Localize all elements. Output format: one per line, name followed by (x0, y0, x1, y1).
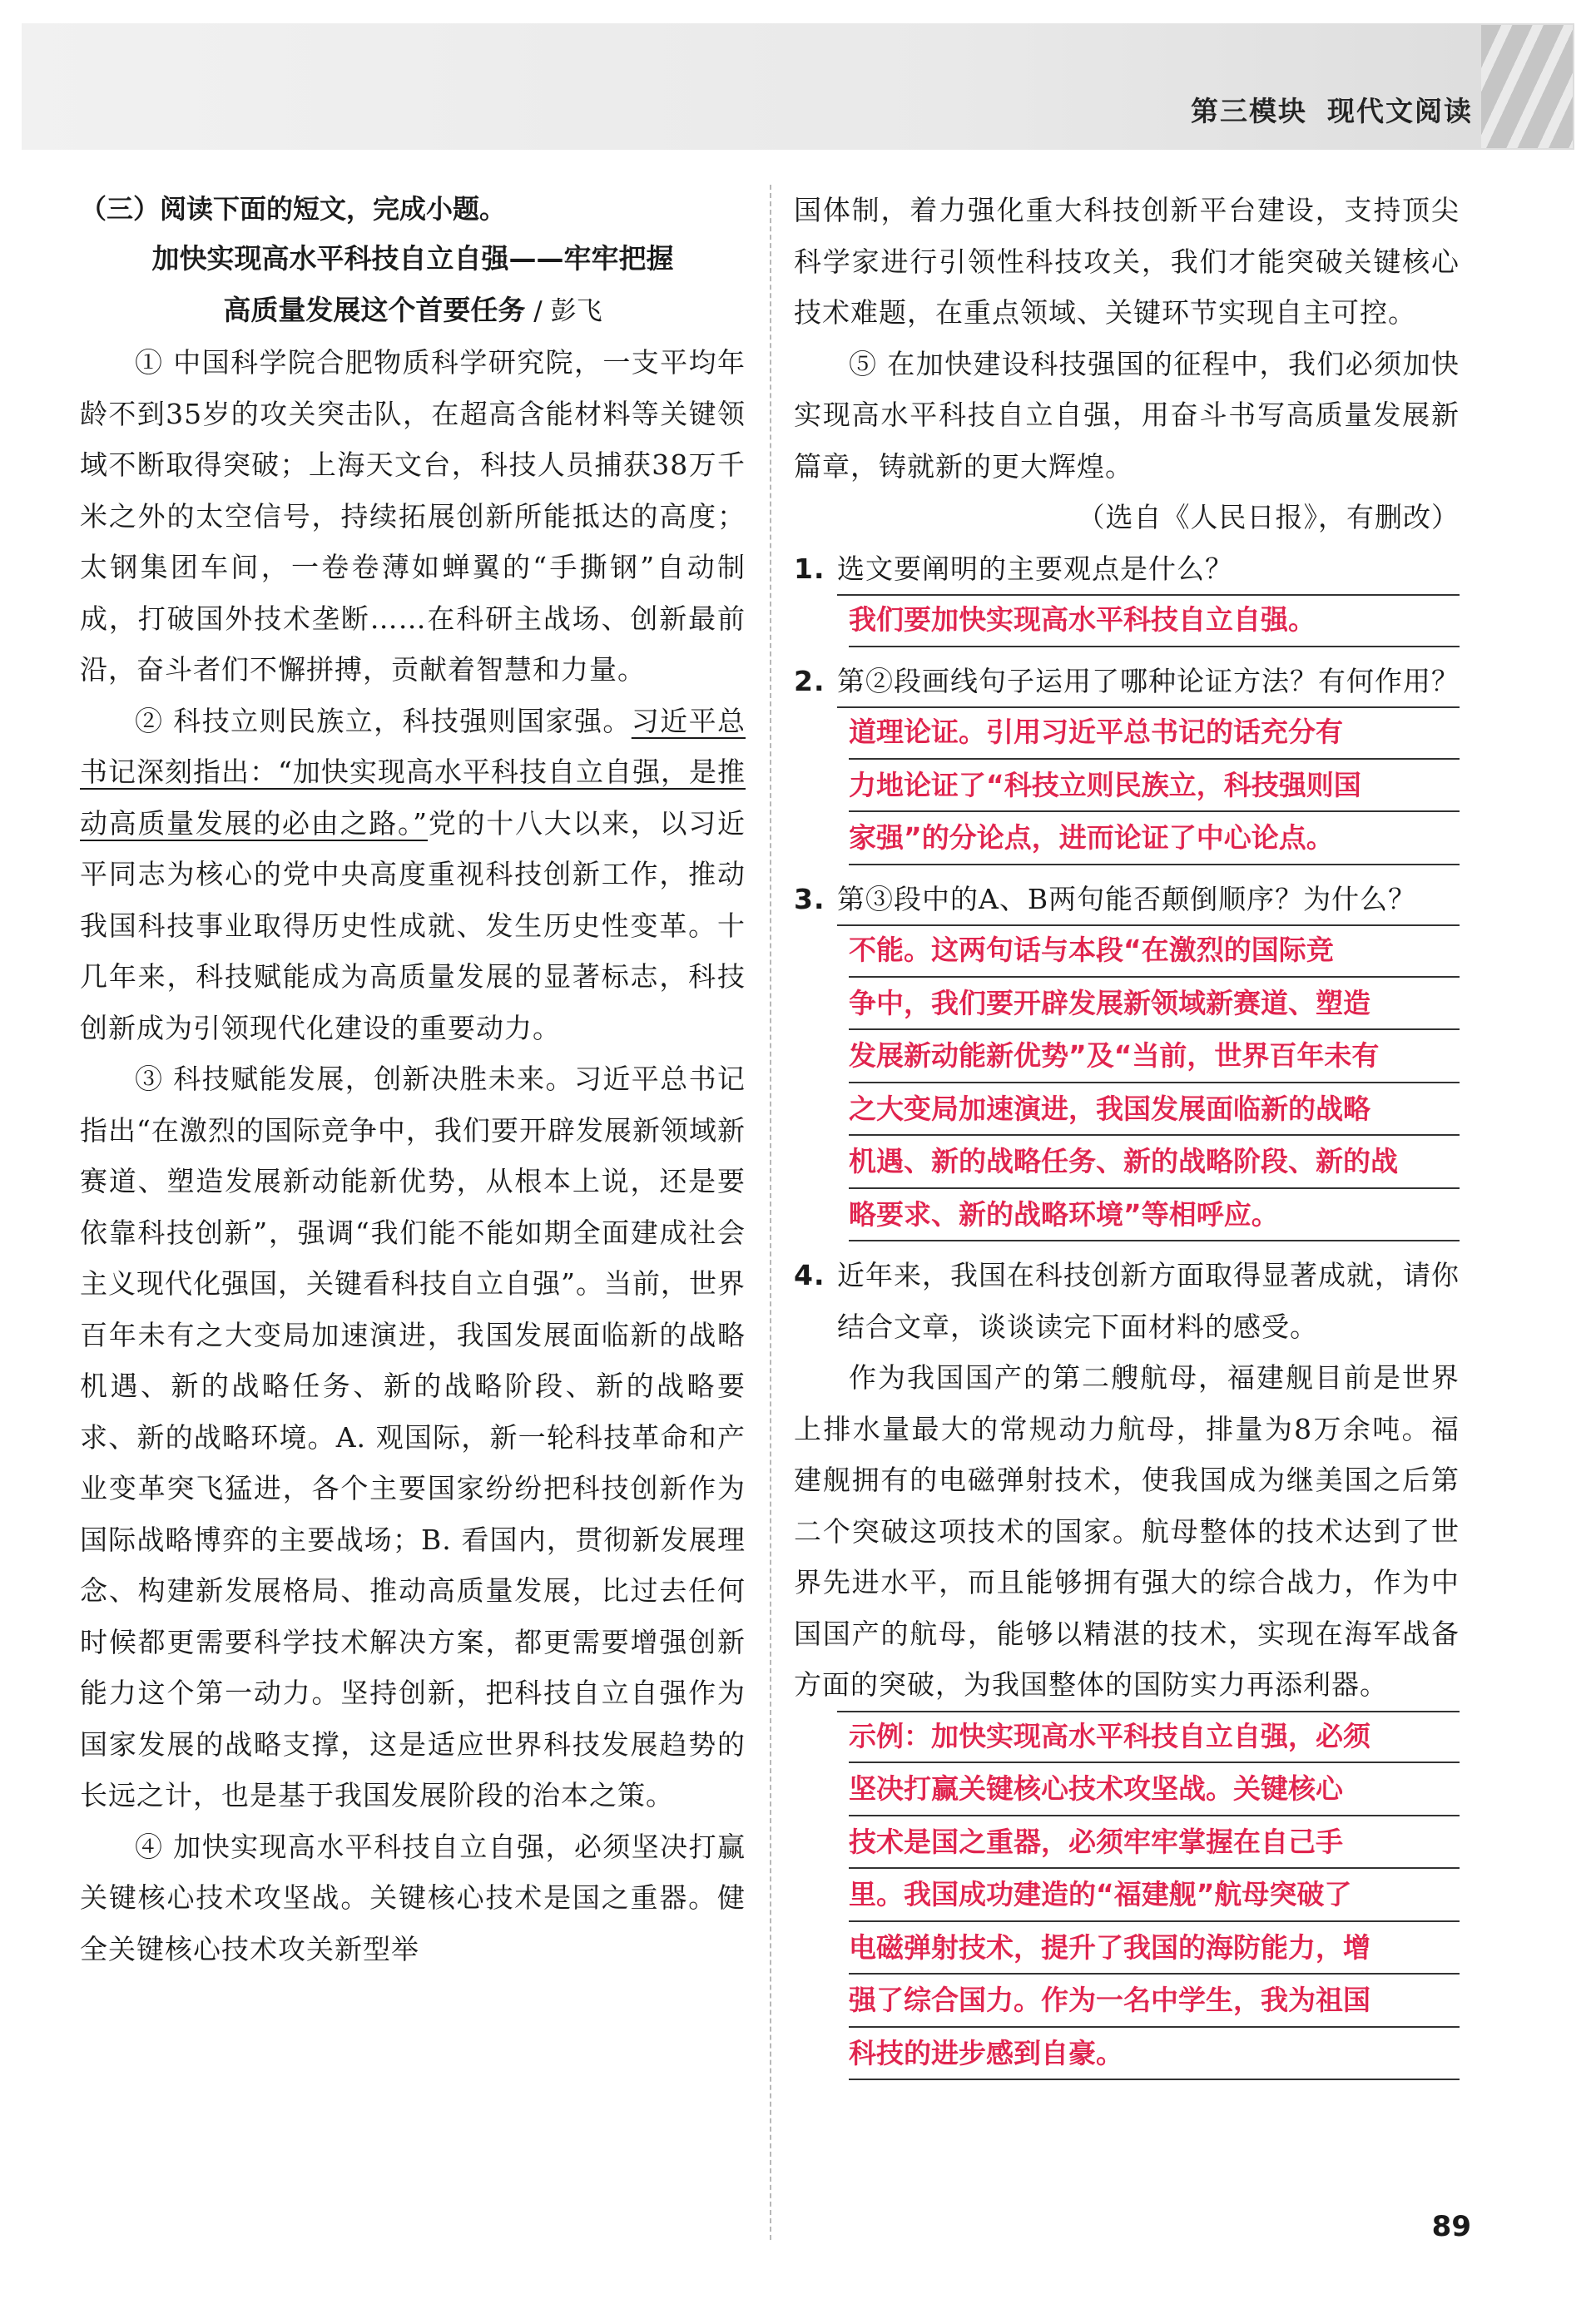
underlined-quote: 习近平总书记深刻指出：“加快实现高水平科技自立自强，是推动高质量发展的必由之路。” (80, 704, 746, 840)
question-text: 第③段中的A、B两句能否颠倒顺序？为什么？ (837, 882, 1417, 915)
answer-1 (837, 594, 1460, 647)
header-decoration (1481, 25, 1573, 148)
question-number: 1. (794, 552, 825, 585)
answer-line: 机遇、新的战略任务、新的战略阶段、新的战 (849, 1136, 1460, 1189)
answer-line: 电磁弹射技术，提升了我国的海防能力，增 (849, 1922, 1460, 1975)
answer-line: 技术是国之重器，必须牢牢掌握在自己手 (849, 1816, 1460, 1870)
paragraph-4-left: ④ 加快实现高水平科技自立自强，必须坚决打赢关键核心技术攻坚战。关键核心技术是国之重器。健全关键核心技术攻关新型举 (80, 1830, 746, 1965)
answer-line: 示例：加快实现高水平科技自立自强，必须 (849, 1711, 1460, 1764)
module-label: 第三模块 (1191, 95, 1307, 127)
answer-line: 强了综合国力。作为一名中学生，我为祖国 (849, 1975, 1460, 2028)
article-author: / 彭飞 (525, 296, 602, 326)
answer-3 (837, 924, 1460, 1241)
paragraph-5: ⑤ 在加快建设科技强国的征程中，我们必须加快实现高水平科技自立自强，用奋斗书写高质量发展新篇章，铸就新的更大辉煌。 (794, 347, 1460, 483)
answer-line: 家强”的分论点，进而论证了中心论点。 (849, 812, 1460, 865)
answer-line: 科技的进步感到自豪。 (849, 2028, 1460, 2081)
question-3 (794, 874, 1460, 925)
page-number: 89 (1431, 2210, 1471, 2243)
question-4 (794, 1250, 1460, 1352)
question-number: 2. (794, 664, 825, 697)
answer-line: 我们要加快实现高水平科技自立自强。 (849, 594, 1460, 647)
running-header (1191, 90, 1473, 129)
question-4-material: 作为我国国产的第二艘航母，福建舰目前是世界上排水量最大的常规动力航母，排量为8万余吨。福建舰拥有的电磁弹射技术，使我国成为继美国之后第二个突破这项技术的国家。航母整体的技术达到了世界先进水平，而且能够拥有强大的综合战力，作为中国国产的航母，能够以精湛的技术，实现在海军战备方面的突破，为我国整体的国防实力再添利器。 (794, 1361, 1460, 1701)
answer-2 (837, 706, 1460, 865)
answer-line: 发展新动能新优势”及“当前，世界百年未有 (849, 1030, 1460, 1083)
answer-line: 里。我国成功建造的“福建舰”航母突破了 (849, 1869, 1460, 1922)
question-number: 4. (794, 1259, 825, 1291)
question-text: 选文要阐明的主要观点是什么？ (837, 552, 1233, 585)
answer-line: 略要求、新的战略环境”等相呼应。 (849, 1189, 1460, 1242)
answer-line: 不能。这两句话与本段“在激烈的国际竞 (849, 924, 1460, 978)
left-column (80, 185, 746, 1975)
article-source: （选自《人民日报》，有删改） (1077, 501, 1460, 533)
article-title-line2 (80, 285, 746, 337)
answer-line: 之大变局加速演进，我国发展面临新的战略 (849, 1083, 1460, 1137)
paragraph-2-end: 党的十八大以来，以习近平同志为核心的党中央高度重视科技创新工作，推动我国科技事业取得历史性成就、发生历史性变革。十几年来，科技赋能成为高质量发展的显著标志，科技创新成为引领现代化建设的重要动力。 (80, 806, 746, 1044)
answer-line: 坚决打赢关键核心技术攻坚战。关键核心 (849, 1763, 1460, 1816)
paragraph-4-right: 国体制，着力强化重大科技创新平台建设，支持顶尖科学家进行引领性科技攻关，我们才能突破关键核心技术难题，在重点领域、关键环节实现自主可控。 (794, 194, 1460, 329)
paragraph-2 (80, 696, 746, 1054)
answer-line: 道理论证。引用习近平总书记的话充分有 (849, 706, 1460, 760)
answer-4 (837, 1711, 1460, 2081)
question-number: 3. (794, 882, 825, 915)
article-title-text: 高质量发展这个首要任务 (223, 294, 526, 326)
question-2 (794, 656, 1460, 707)
paragraph-2-start: ② 科技立则民族立，科技强则国家强。 (135, 704, 632, 737)
column-divider (770, 185, 771, 2240)
right-column (794, 185, 1460, 2089)
paragraph-1: ① 中国科学院合肥物质科学研究院，一支平均年龄不到35岁的攻关突击队，在超高含能材料等关键领域不断取得突破；上海天文台，科技人员捕获38万千米之外的太空信号，持续拓展创新所能抵达的高度；太钢集团车间，一卷卷薄如蝉翼的“手撕钢”自动制成，打破国外技术垄断……在科研主战场、创新最前沿，奋斗者们不懈拼搏，贡献着智慧和力量。 (80, 346, 746, 686)
answer-line: 力地论证了“科技立则民族立，科技强则国 (849, 760, 1460, 813)
section-heading: （三）阅读下面的短文，完成小题。 (80, 193, 507, 225)
question-1 (794, 543, 1460, 595)
question-text: 近年来，我国在科技创新方面取得显著成就，请你结合文章，谈谈读完下面材料的感受。 (837, 1259, 1460, 1343)
question-text: 第②段画线句子运用了哪种论证方法？有何作用？ (837, 664, 1460, 697)
header-band (22, 23, 1574, 150)
section-label: 现代文阅读 (1327, 95, 1473, 127)
article-title-line1: 加快实现高水平科技自立自强——牢牢把握 (151, 242, 674, 275)
answer-line: 争中，我们要开辟发展新领域新赛道、塑造 (849, 978, 1460, 1031)
paragraph-3: ③ 科技赋能发展，创新决胜未来。习近平总书记指出“在激烈的国际竞争中，我们要开辟发展新领域新赛道、塑造发展新动能新优势，从根本上说，还是要依靠科技创新”，强调“我们能不能如期全面建成社会主义现代化强国，关键看科技自立自强”。当前，世界百年未有之大变局加速演进，我国发展面临新的战略机遇、新的战略任务、新的战略阶段、新的战略要求、新的战略环境。A. 观国际，新一轮科技革命和产业变革突飞猛进，各个主要国家纷纷把科技创新作为国际战略博弈的主要战场；B. 看国内，贯彻新发展理念、构建新发展格局、推动高质量发展，比过去任何时候都更需要科学技术解决方案，都更需要增强创新能力这个第一动力。坚持创新，把科技自立自强作为国家发展的战略支撑，这是适应世界科技发展趋势的长远之计，也是基于我国发展阶段的治本之策。 (80, 1063, 746, 1811)
